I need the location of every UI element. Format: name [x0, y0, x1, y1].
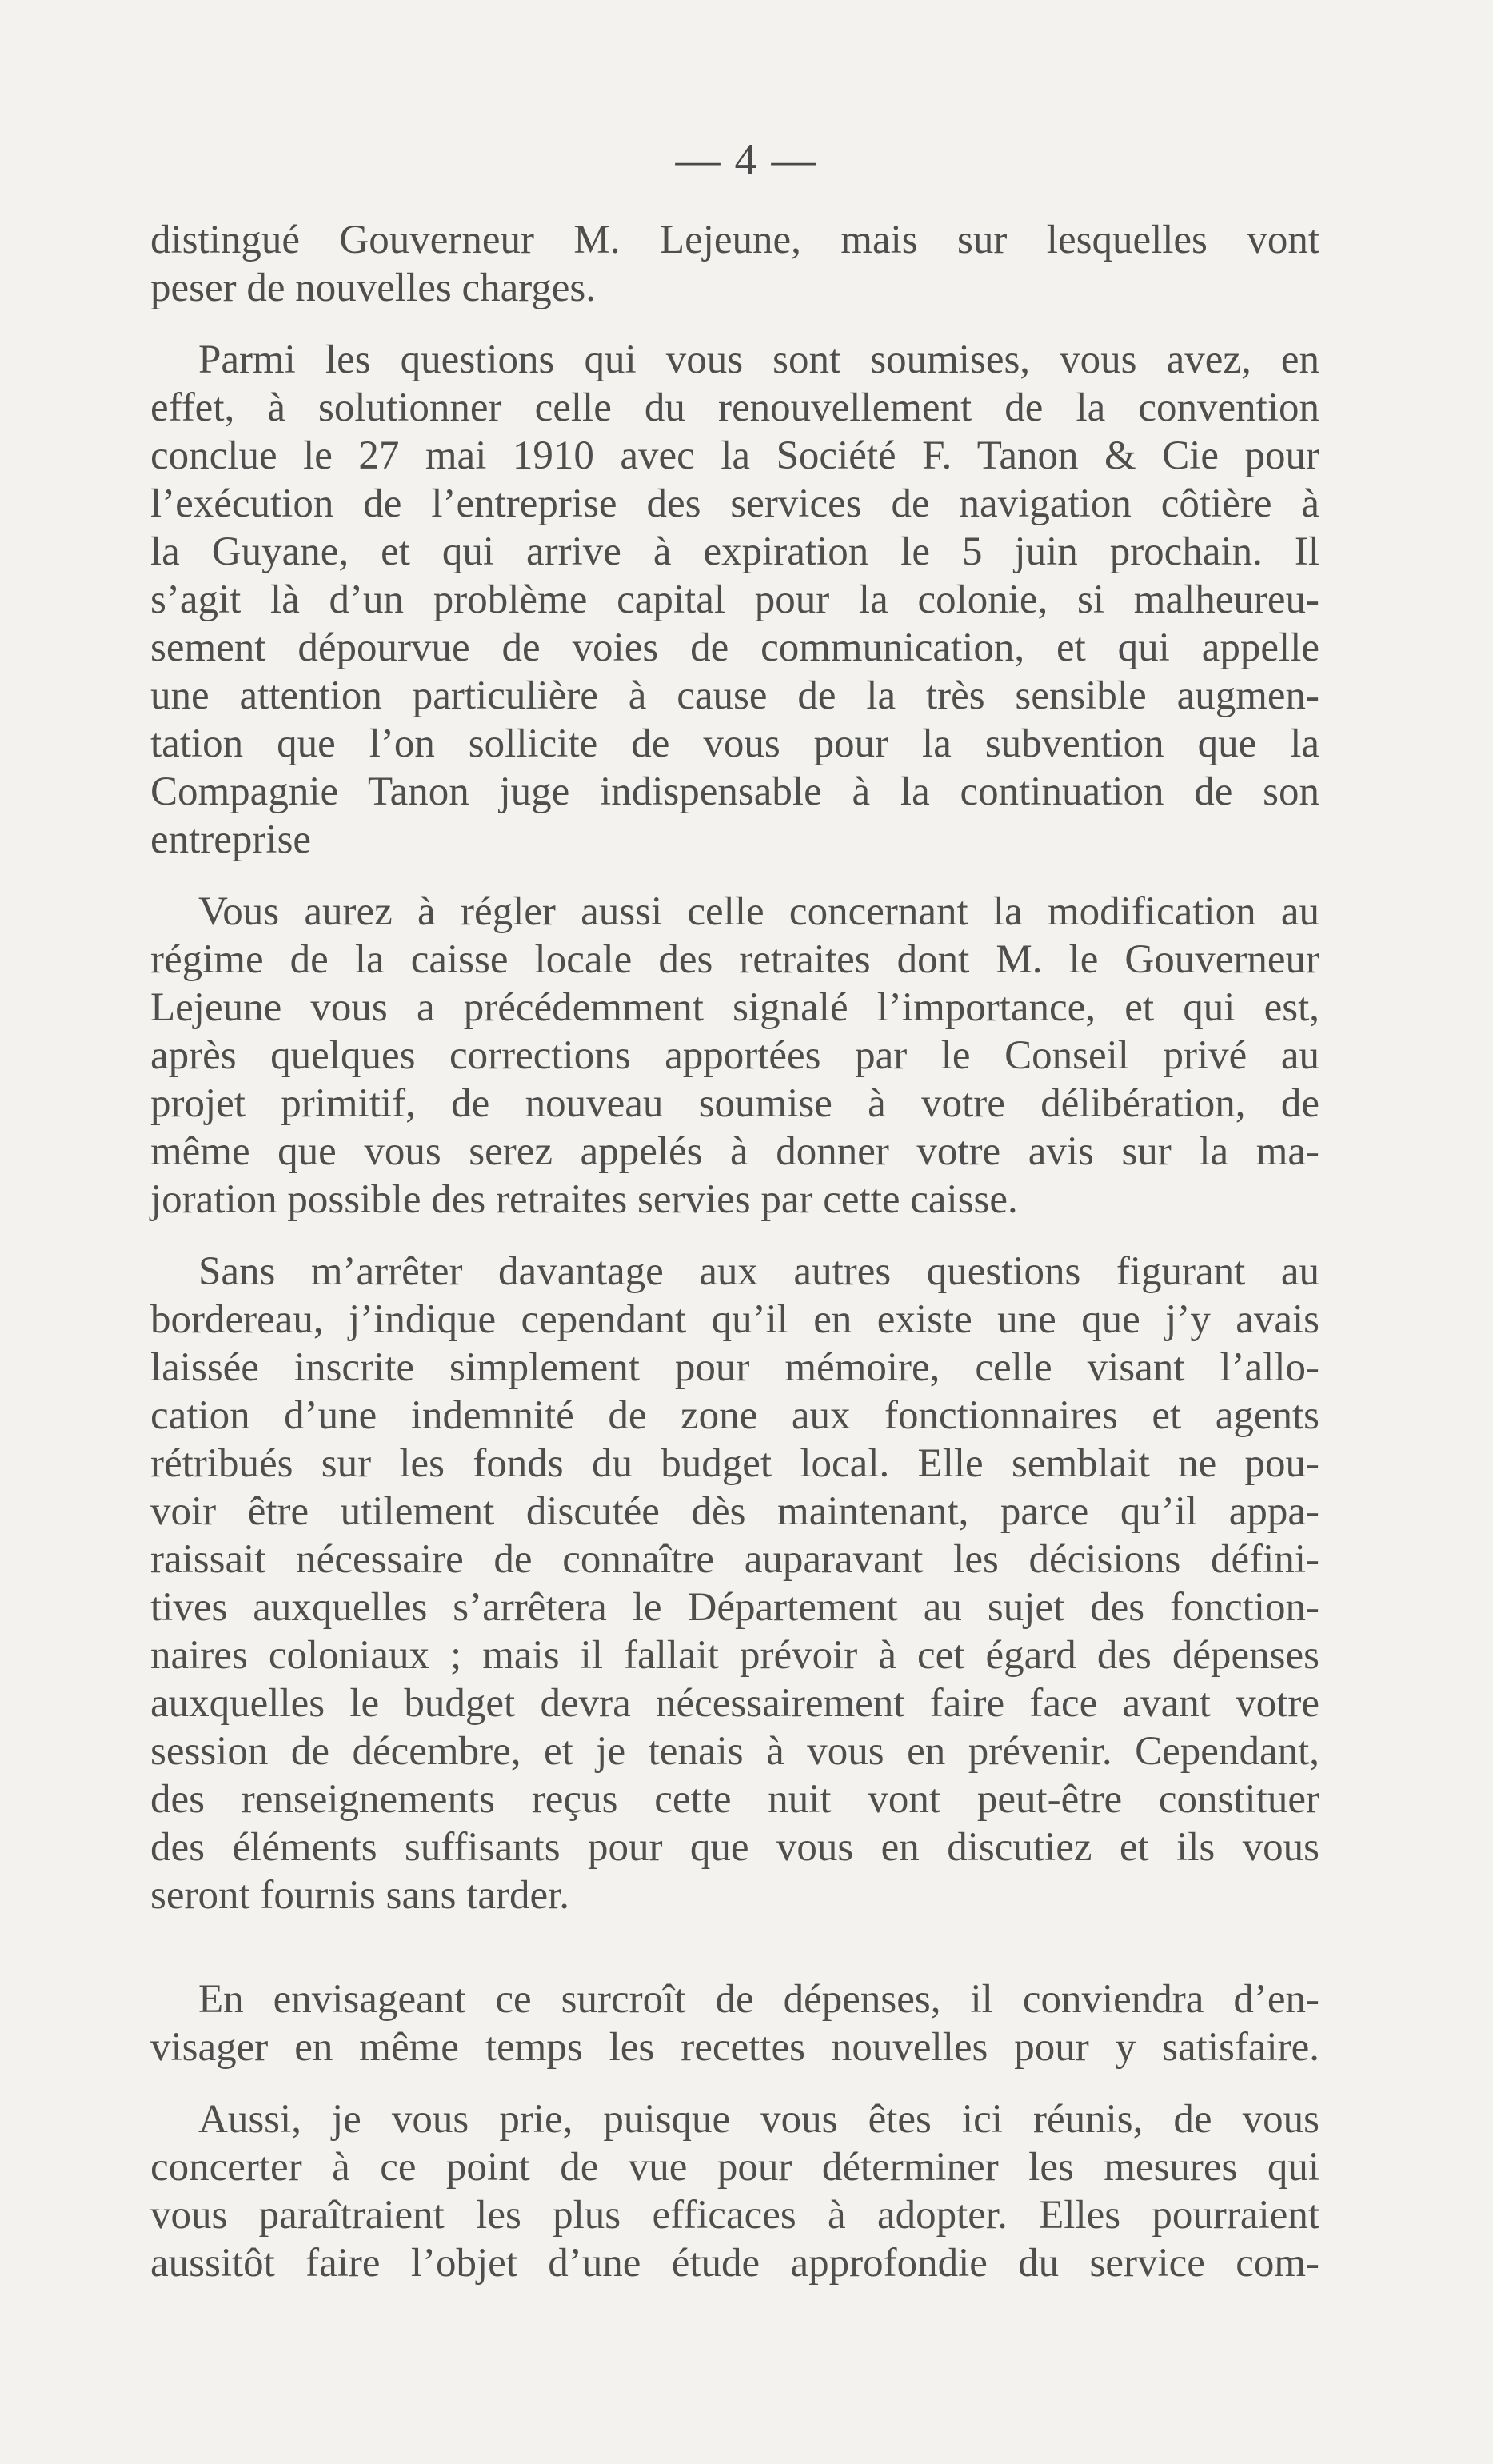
- page-number: — 4 —: [675, 135, 818, 185]
- text-line: même que vous serez appelés à donner votre avis sur la ma-: [150, 1129, 1319, 1174]
- paragraph: [150, 216, 1319, 312]
- text-line: voir être utilement discutée dès maintenant, parce qu’il appa-: [150, 1489, 1319, 1534]
- paragraph: [150, 2095, 1319, 2287]
- text-line: Parmi les questions qui vous sont soumises, vous avez, en: [198, 337, 1319, 382]
- text-line: s’agit là d’un problème capital pour la colonie, si malheureu-: [150, 577, 1319, 622]
- text-line: Vous aurez à régler aussi celle concernant la modification au: [198, 889, 1319, 934]
- paragraph: [150, 888, 1319, 1224]
- text-line: concerter à ce point de vue pour déterminer les mesures qui: [150, 2145, 1319, 2190]
- text-line: régime de la caisse locale des retraites dont M. le Gouverneur: [150, 937, 1319, 982]
- text-line: raissait nécessaire de connaître auparavant les décisions défini-: [150, 1537, 1319, 1582]
- text-line: des éléments suffisants pour que vous en discutiez et ils vous: [150, 1825, 1319, 1870]
- text-line: la Guyane, et qui arrive à expiration le 5 juin prochain. Il: [150, 529, 1319, 574]
- text-line: une attention particulière à cause de la très sensible augmen-: [150, 673, 1319, 718]
- body-text: [150, 216, 1319, 2287]
- text-line: joration possible des retraites servies par cette caisse.: [150, 1177, 1018, 1222]
- text-line: naires coloniaux ; mais il fallait prévoir à cet égard des dépenses: [150, 1633, 1319, 1678]
- paragraph: [150, 1975, 1319, 2071]
- text-line: des renseignements reçus cette nuit vont peut-être constituer: [150, 1777, 1319, 1822]
- paragraph: [150, 336, 1319, 864]
- text-line: projet primitif, de nouveau soumise à votre délibération, de: [150, 1081, 1319, 1126]
- text-line: session de décembre, et je tenais à vous en prévenir. Cependant,: [150, 1729, 1319, 1774]
- text-line: cation d’une indemnité de zone aux fonctionnaires et agents: [150, 1393, 1319, 1438]
- text-line: après quelques corrections apportées par le Conseil privé au: [150, 1033, 1319, 1078]
- text-line: rétribués sur les fonds du budget local. Elle semblait ne pou-: [150, 1441, 1319, 1486]
- text-line: Compagnie Tanon juge indispensable à la continuation de son: [150, 769, 1319, 814]
- text-line: distingué Gouverneur M. Lejeune, mais sur lesquelles vont: [150, 218, 1319, 262]
- text-line: bordereau, j’indique cependant qu’il en existe une que j’y avais: [150, 1297, 1319, 1342]
- paragraph: [150, 1248, 1319, 1919]
- text-line: En envisageant ce surcroît de dépenses, il conviendra d’en-: [198, 1977, 1319, 2022]
- text-line: Sans m’arrêter davantage aux autres questions figurant au: [198, 1249, 1319, 1294]
- text-line: aussitôt faire l’objet d’une étude approfondie du service com-: [150, 2241, 1319, 2286]
- text-line: effet, à solutionner celle du renouvellement de la convention: [150, 385, 1319, 430]
- text-line: entreprise: [150, 817, 312, 862]
- text-line: tation que l’on sollicite de vous pour la subvention que la: [150, 721, 1319, 766]
- text-line: sement dépourvue de voies de communication, et qui appelle: [150, 625, 1319, 670]
- text-line: conclue le 27 mai 1910 avec la Société F. Tanon & Cie pour: [150, 433, 1319, 478]
- text-line: Lejeune vous a précédemment signalé l’importance, et qui est,: [150, 985, 1319, 1030]
- text-line: Aussi, je vous prie, puisque vous êtes ici réunis, de vous: [198, 2097, 1319, 2142]
- text-line: vous paraîtraient les plus efficaces à adopter. Elles pourraient: [150, 2193, 1319, 2238]
- text-line: l’exécution de l’entreprise des services de navigation côtière à: [150, 481, 1319, 526]
- text-line: auxquelles le budget devra nécessairement faire face avant votre: [150, 1681, 1319, 1726]
- text-line: seront fournis sans tarder.: [150, 1873, 570, 1918]
- text-line: laissée inscrite simplement pour mémoire, celle visant l’allo-: [150, 1345, 1319, 1390]
- text-line: visager en même temps les recettes nouvelles pour y satisfaire.: [150, 2025, 1319, 2070]
- text-line: tives auxquelles s’arrêtera le Département au sujet des fonction-: [150, 1585, 1319, 1630]
- text-line: peser de nouvelles charges.: [150, 266, 597, 310]
